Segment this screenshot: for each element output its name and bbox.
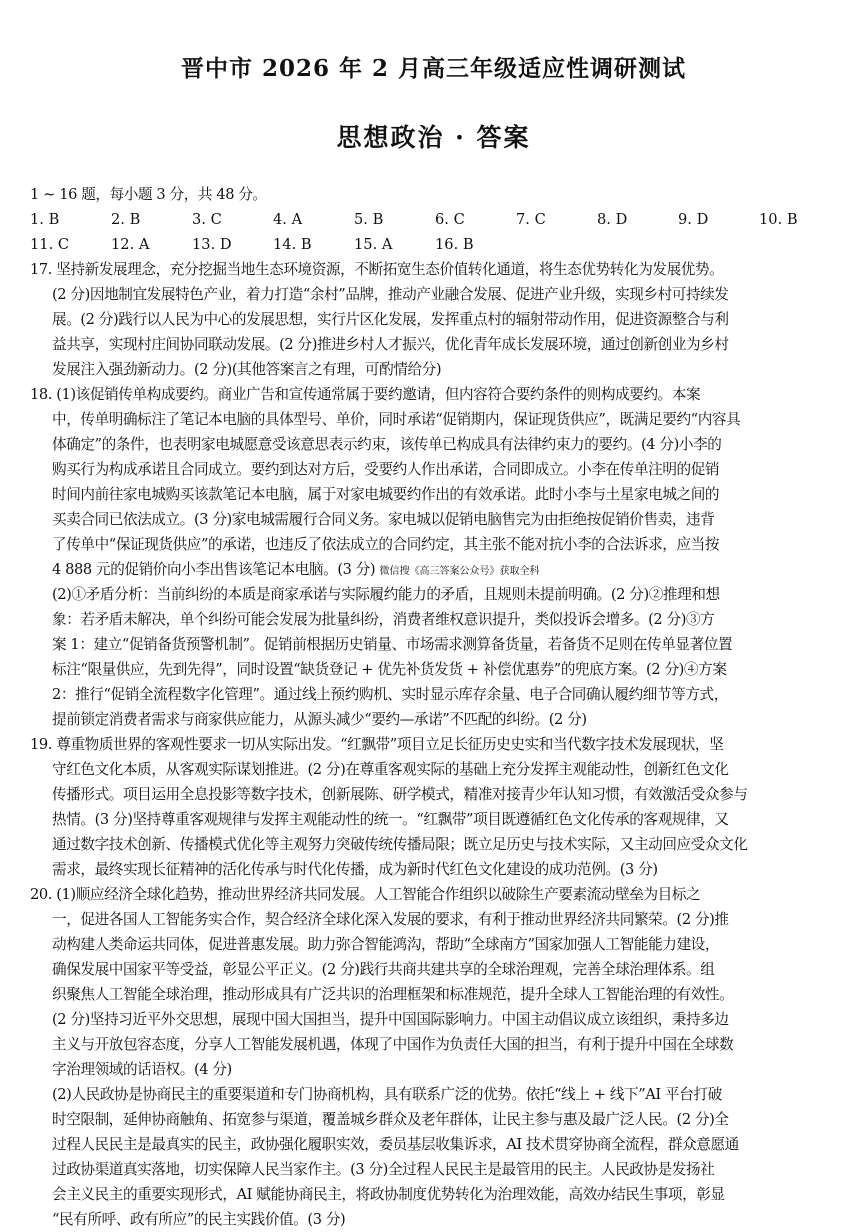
mcq-answer: 4. A: [273, 211, 303, 228]
mcq-answer: 10. B: [759, 211, 798, 228]
q20-line: 字治理领域的话语权。(4 分): [52, 1061, 232, 1078]
mcq-answer: 5. B: [354, 211, 384, 228]
page-title: 晋中市 2026 年 2 月高三年级适应性调研测试: [180, 55, 687, 82]
q18-line: 买卖合同已依法成立。(3 分)家电城需履行合同义务。家电城以促销电脑售完为由拒绝按促销价售卖，违背: [52, 511, 715, 528]
q18-line: 中，传单明确标注了笔记本电脑的具体型号、单价，同时承诺“促销期内，保证现货供应”，既满足要约“内容具: [52, 411, 741, 428]
q20-line: 会主义民主的重要实现形式，AI 赋能协商民主，将政协制度优势转化为治理效能，高效办结民生事项，彰显: [52, 1186, 725, 1203]
q20-line: 20. (1)顺应经济全球化趋势，推动世界经济共同发展。人工智能合作组织以破除生产要素流动壁垒为目标之: [30, 886, 701, 903]
q18-line: 2：推行“促销全流程数字化管理”。通过线上预约购机、实时显示库存余量、电子合同确认履约细节等方式，: [52, 686, 728, 703]
q19-line: 通过数字技术创新、传播模式优化等主观努力突破传统传播局限；既立足历史与技术实际，又主动回应受众文化: [52, 836, 748, 853]
mcq-answer: 3. C: [192, 211, 222, 228]
q20-line: (2 分)坚持习近平外交思想，展现中国大国担当，提升中国国际影响力。中国主动倡议成立该组织，秉持多边: [52, 1011, 729, 1028]
q17-line: 益共享，实现村庄间协同联动发展。(2 分)推进乡村人才振兴，优化青年成长发展环境，通过创新创业为乡村: [52, 336, 729, 353]
q19-line: 需求，最终实现长征精神的活化传承与时代化传播，成为新时代红色文化建设的成功范例。(3 分): [52, 861, 658, 878]
q20-line: (2)人民政协是协商民主的重要渠道和专门协商机构，具有联系广泛的优势。依托“线上 + 线下”AI 平台打破: [52, 1086, 722, 1103]
mcq-answer: 8. D: [597, 211, 628, 228]
mcq-answer: 7. C: [516, 211, 546, 228]
mcq-answer: 11. C: [30, 236, 70, 253]
page-subtitle: 思想政治 · 答案: [336, 123, 531, 152]
watermark-note: 微信搜《高三答案公众号》获取全科: [379, 566, 540, 577]
q18-line: 体确定”的条件，也表明家电城愿意受该意思表示约束，该传单已构成具有法律约束力的要约。(4 分)小李的: [52, 436, 722, 453]
q17-line: (2 分)因地制宜发展特色产业，着力打造“余村”品牌，推动产业融合发展、促进产业升级，实现乡村可持续发: [52, 286, 729, 303]
q18-line: 提前锁定消费者需求与商家供应能力，从源头减少“要约—承诺”不匹配的纠纷。(2 分): [52, 711, 587, 728]
mcq-answer: 15. A: [354, 236, 393, 253]
q20-line: 主义与开放包容态度，分享人工智能发展机遇，体现了中国作为负责任大国的担当，有利于提升中国在全球数: [52, 1036, 734, 1053]
mcq-answer: 6. C: [435, 211, 465, 228]
mcq-intro: 1 ~ 16 题，每小题 3 分，共 48 分。: [30, 186, 267, 203]
q20-line: 过政协渠道真实落地，切实保障人民当家作主。(3 分)全过程人民民主是最管用的民主。人民政协是发扬社: [52, 1161, 715, 1178]
q20-line: 确保发展中国家平等受益，彰显公平正义。(2 分)践行共商共建共享的全球治理观，完善全球治理体系。组: [52, 961, 715, 978]
mcq-answer: 12. A: [111, 236, 150, 253]
q18-line: (2)①矛盾分析：当前纠纷的本质是商家承诺与实际履约能力的矛盾，且规则未提前明确。(2 分)②推理和想: [52, 586, 720, 603]
mcq-answer-row: [30, 232, 840, 257]
q17-line: 17. 坚持新发展理念，充分挖掘当地生态环境资源，不断拓宽生态价值转化通道，将生态优势转化为发展优势。: [30, 261, 724, 278]
q18-line-text: 4 888 元的促销价向小李出售该笔记本电脑。(3 分): [52, 561, 376, 578]
q19-line: 热情。(3 分)坚持尊重客观规律与发挥主观能动性的统一。“红飘带”项目既遵循红色文化传承的客观规律，又: [52, 811, 729, 828]
q18-line: 购买行为构成承诺且合同成立。要约到达对方后，受要约人作出承诺，合同即成立。小李在传单注明的促销: [52, 461, 720, 478]
q18-line: 标注“限量供应，先到先得”，同时设置“缺货登记 + 优先补货发货 + 补偿优惠券”的兜底方案。(2 分)④方案: [52, 661, 727, 678]
mcq-answer-row: [30, 207, 840, 232]
q18-line: 18. (1)该促销传单构成要约。商业广告和宣传通常属于要约邀请，但内容符合要约条件的则构成要约。本案: [30, 386, 701, 403]
q18-line: 时间内前往家电城购买该款笔记本电脑，属于对家电城要约作出的有效承诺。此时小李与土星家电城之间的: [52, 486, 720, 503]
q17-line: 展。(2 分)践行以人民为中心的发展思想，实行片区化发展，发挥重点村的辐射带动作用，促进资源整合与利: [52, 311, 729, 328]
mcq-answer: 13. D: [192, 236, 232, 253]
q20-line: 时空限制，延伸协商触角、拓宽参与渠道，覆盖城乡群众及老年群体，让民主参与惠及最广泛人民。(2 分)全: [52, 1111, 729, 1128]
mcq-answer: 1. B: [30, 211, 60, 228]
q20-line: 一，促进各国人工智能务实合作，契合经济全球化深入发展的要求，有利于推动世界经济共同繁荣。(2 分)推: [52, 911, 729, 928]
q18-line: 案 1：建立“促销备货预警机制”。促销前根据历史销量、市场需求测算备货量，若备货不足则在传单显著位置: [52, 636, 733, 653]
q19-line: 传播形式。项目运用全息投影等数字技术，创新展陈、研学模式，精准对接青少年认知习惯，有效激活受众参与: [52, 786, 748, 803]
q18-line: [52, 557, 840, 584]
q18-line: 象：若矛盾未解决，单个纠纷可能会发展为批量纠纷，消费者维权意识提升，类似投诉会增多。(2 分)③方: [52, 611, 715, 628]
mcq-answer: 9. D: [678, 211, 709, 228]
mcq-answer: 2. B: [111, 211, 141, 228]
q19-line: 守红色文化本质，从客观实际谋划推进。(2 分)在尊重客观实际的基础上充分发挥主观能动性，创新红色文化: [52, 761, 729, 778]
mcq-answer: 14. B: [273, 236, 312, 253]
q18-line: 了传单中“保证现货供应”的承诺，也违反了依法成立的合同约定，其主张不能对抗小李的合法诉求，应当按: [52, 536, 720, 553]
q19-line: 19. 尊重物质世界的客观性要求一切从实际出发。“红飘带”项目立足长征历史史实和当代数字技术发展现状，坚: [30, 736, 724, 753]
q20-line: 动构建人类命运共同体，促进普惠发展。助力弥合智能鸿沟，帮助“全球南方”国家加强人工智能能力建设，: [52, 936, 720, 953]
q20-line: 过程人民民主是最真实的民主，政协强化履职实效，委员基层收集诉求，AI 技术贯穿协商全流程，群众意愿通: [52, 1136, 739, 1153]
q17-line: 发展注入强劲新动力。(2 分)(其他答案言之有理，可酌情给分): [52, 361, 442, 378]
q20-line: “民有所呼、政有所应”的民主实践价值。(3 分): [52, 1211, 346, 1228]
q20-line: 织聚焦人工智能全球治理，推动形成具有广泛共识的治理框架和标准规范，提升全球人工智能治理的有效性。: [52, 986, 734, 1003]
mcq-answer: 16. B: [435, 236, 474, 253]
